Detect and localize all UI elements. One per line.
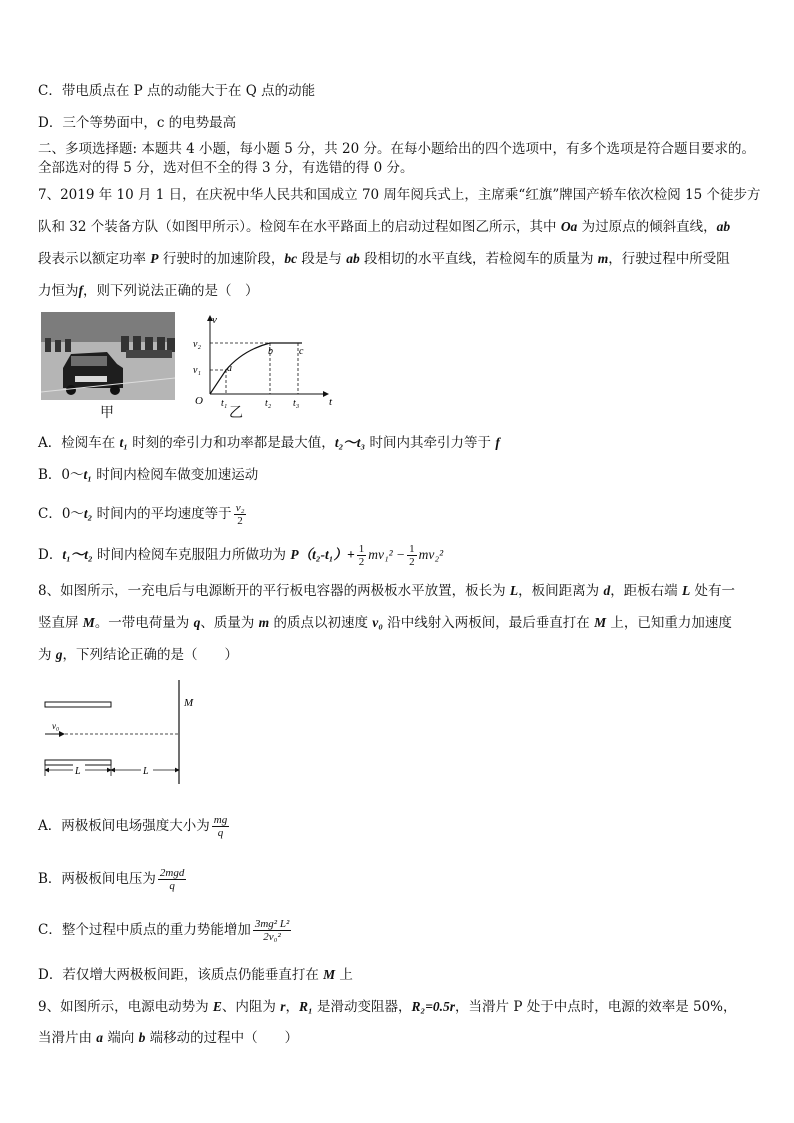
q8-option-c: C．整个过程中质点的重力势能增加 $\frac{\text{3mg² L²}}{\text{2v₀²}}$ (38, 918, 290, 943)
point-b-label: b (268, 346, 273, 357)
capacitor-screen-figure (40, 678, 210, 786)
point-a-label: a (227, 363, 232, 374)
q7-stem-line3: 段表示以额定功率 P 行驶时的加速阶段，bc 段是与 ab 段相切的水平直线，若检阅车的质量为 m，行驶过程中所受阻 (38, 251, 730, 267)
section2-instructions-2: 全部选对的得 5 分，选对但不全的得 3 分，有选错的得 0 分。 (38, 160, 414, 176)
axis-t-label: t (329, 396, 333, 408)
q8-option-d: D．若仅增大两极板间距，该质点仍能垂直打在 M 上 (38, 967, 353, 983)
origin-label: O (195, 395, 203, 407)
screen-m-label: M (184, 697, 194, 709)
v0-label: v₀ (52, 721, 60, 731)
q7-stem-line2: 队和 32 个装备方队（如图甲所示）。检阅车在水平路面上的启动过程如图乙所示，其中 Oa 为过原点的倾斜直线，ab (38, 219, 731, 235)
q7-option-b: B．0～t₁ 时间内检阅车做变加速运动 (38, 467, 259, 483)
q7-option-c: C．0～t₂ 时间内的平均速度等于 $\frac{\text{v₂}}{2}$ (38, 502, 245, 527)
axis-v-label: v (212, 314, 217, 326)
figure-label-jia: 甲 (100, 405, 114, 421)
q7-stem-line4: 力恒为f，则下列说法正确的是（ ） (38, 283, 259, 299)
option-d-prev: D．三个等势面中，c 的电势最高 (38, 115, 237, 131)
velocity-time-graph (188, 310, 348, 410)
q9-stem-line1: 9、如图所示，电源电动势为 E、内阻为 r，R₁ 是滑动变阻器，R₂=0.5r，当滑片 P 处于中点时，电源的效率是 50%， (38, 999, 737, 1015)
t1-label: t₁ (221, 398, 228, 409)
q7-option-d: D．t₁～t₂ 时间内检阅车克服阻力所做功为 P（t₂-t₁）+ $\frac{1}{2}$ mv₁² − $\frac{1}{2}$ mv₂² (38, 543, 444, 568)
v1-label: v₁ (193, 365, 201, 376)
plate-length-label: L (75, 766, 81, 777)
figure-label-yi: 乙 (229, 405, 243, 421)
t2-label: t₂ (265, 398, 272, 409)
q8-option-a: A．两极板间电场强度大小为 $\frac{mg}{q}$ (38, 814, 228, 839)
q7-option-a: A．检阅车在 t₁ 时刻的牵引力和功率都是最大值，t₂～t₃ 时间内其牵引力等于 f (38, 435, 500, 451)
q9-stem-line2: 当滑片由 a 端向 b 端移动的过程中（ ） (38, 1030, 299, 1046)
q8-stem-line3: 为 g，下列结论正确的是（ ） (38, 647, 239, 663)
point-c-label: c (299, 346, 304, 357)
gap-length-label: L (143, 766, 149, 777)
q8-option-b: B．两极板间电压为 $\frac{\text{2mgd}}{q}$ (38, 867, 185, 892)
parade-car-photo (41, 312, 175, 400)
q7-stem-line1: 7、2019 年 10 月 1 日，在庆祝中华人民共和国成立 70 周年阅兵式上，主席乘“红旗”牌国产轿车依次检阅 15 个徒步方 (38, 187, 761, 203)
q8-stem-line2: 竖直屏 M。一带电荷量为 q、质量为 m 的质点以初速度 v₀ 沿中线射入两板间，最后垂直打在 M 上，已知重力加速度 (38, 615, 732, 631)
v2-label: v₂ (193, 339, 201, 350)
section2-instructions-1: 二、多项选择题: 本题共 4 小题，每小题 5 分，共 20 分。在每小题给出的四个选项中，有多个选项是符合题目要求的。 (38, 141, 755, 157)
option-c-prev: C．带电质点在 P 点的动能大于在 Q 点的动能 (38, 83, 316, 99)
q8-stem-line1: 8、如图所示，一充电后与电源断开的平行板电容器的两极板水平放置，板长为 L，板间距离为 d，距板右端 L 处有一 (38, 583, 736, 599)
t3-label: t₃ (293, 398, 300, 409)
